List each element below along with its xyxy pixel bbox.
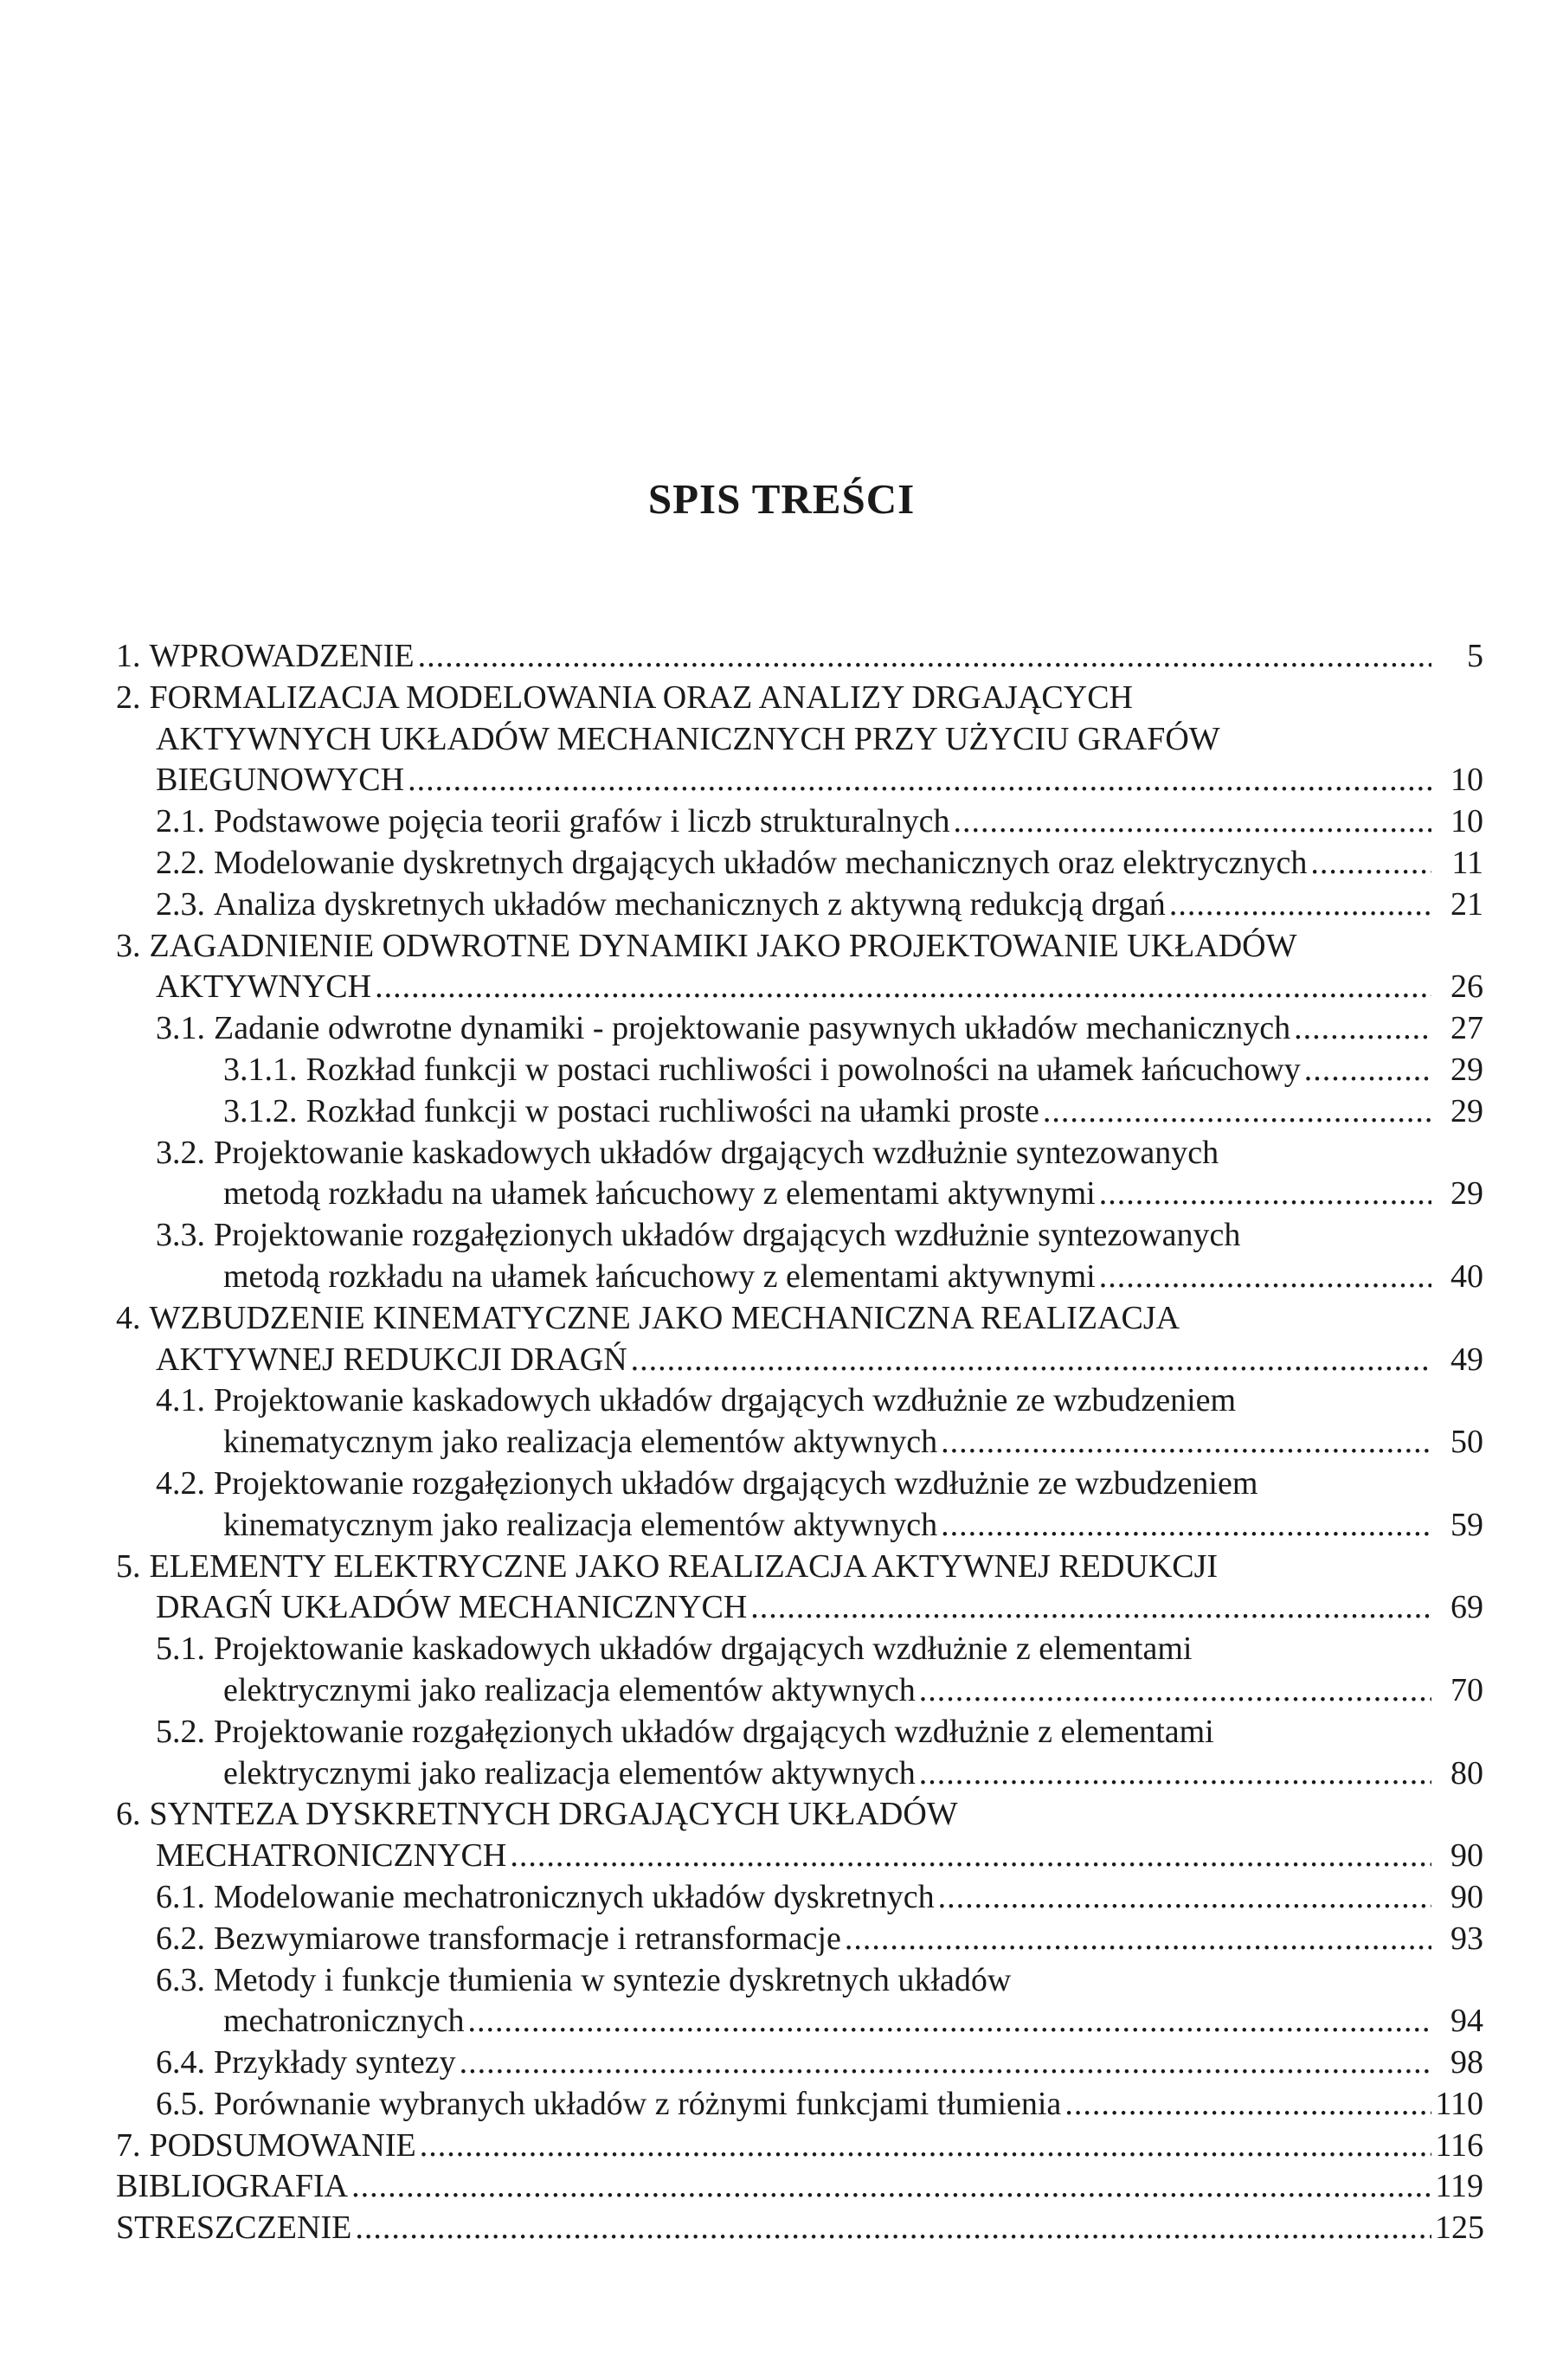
toc-entry-title: Metody i funkcje tłumienia w syntezie dyskretnych układów <box>214 1961 1012 1998</box>
toc-entry[interactable] <box>116 1547 1483 1630</box>
toc-entry-title: mechatronicznych <box>223 2003 465 2040</box>
toc-page-number: 29 <box>1450 1175 1483 1213</box>
toc-entry-number: 6. <box>116 1796 141 1833</box>
toc-entry-title: AKTYWNYCH UKŁADÓW MECHANICZNYCH PRZY UŻYCIU GRAFÓW <box>156 720 1220 757</box>
toc-entry-number: 4.2. <box>156 1464 205 1502</box>
toc-entry-number: 2. <box>116 679 141 716</box>
toc-entry[interactable] <box>116 1215 1483 1298</box>
toc-entry-title: Projektowanie kaskadowych układów drgających wzdłużnie ze wzbudzeniem <box>214 1382 1237 1419</box>
toc-entry-number: 6.1. <box>156 1878 205 1915</box>
toc-entry[interactable] <box>116 1298 1483 1381</box>
toc-entry[interactable] <box>116 801 1483 843</box>
toc-page-number: 49 <box>1450 1341 1483 1378</box>
toc-entry[interactable] <box>116 884 1483 926</box>
toc-entry-number: 6.2. <box>156 1920 205 1957</box>
toc-entry[interactable] <box>116 1960 1483 2043</box>
dot-leader <box>1099 1257 1431 1298</box>
toc-entry-title: Analiza dyskretnych układów mechanicznych z aktywną redukcją drgań <box>214 885 1166 923</box>
toc-page-number: 119 <box>1435 2168 1483 2205</box>
toc-entry-number: 5. <box>116 1547 141 1585</box>
toc-page-number: 110 <box>1435 2085 1483 2122</box>
toc-entry-number: 3.1.1. <box>223 1051 298 1088</box>
toc-page-number: 21 <box>1450 885 1483 923</box>
toc-entry-number: 4.1. <box>156 1382 205 1419</box>
toc-entry-title: Porównanie wybranych układów z różnymi funkcjami tłumienia <box>214 2085 1062 2122</box>
toc-entry-number: 3. <box>116 927 141 964</box>
toc-entry[interactable] <box>116 1919 1483 1960</box>
toc-entry[interactable] <box>116 1380 1483 1463</box>
toc-entry-number: 5.2. <box>156 1713 205 1750</box>
toc-entry-title: Projektowanie kaskadowych układów drgających wzdłużnie syntezowanych <box>214 1134 1219 1171</box>
dot-leader <box>1169 884 1431 926</box>
toc-entry[interactable] <box>116 2126 1483 2167</box>
toc-entry-title: WPROWADZENIE <box>149 638 415 674</box>
toc-page-number: 27 <box>1450 1010 1483 1047</box>
toc-entry-title: Projektowanie kaskadowych układów drgających wzdłużnie z elementami <box>214 1631 1193 1668</box>
toc-entry-title: elektrycznymi jako realizacja elementów aktywnych <box>223 1754 916 1791</box>
toc-entry-title: Bezwymiarowe transformacje i retransformacje <box>214 1920 841 1957</box>
toc-page-number: 59 <box>1450 1506 1483 1543</box>
toc-entry-title: Modelowanie dyskretnych drgających układów mechanicznych oraz elektrycznych <box>214 844 1308 881</box>
toc-page-number: 29 <box>1450 1092 1483 1129</box>
toc-entry-title: Rozkład funkcji w postaci ruchliwości na ułamki proste <box>306 1092 1039 1129</box>
dot-leader <box>1065 2084 1431 2126</box>
toc-entry-title: FORMALIZACJA MODELOWANIA ORAZ ANALIZY DRGAJĄCYCH <box>149 679 1133 716</box>
dot-leader <box>1043 1091 1431 1133</box>
toc-page-number: 50 <box>1450 1424 1483 1461</box>
toc-entry-title: Zadanie odwrotne dynamiki - projektowanie pasywnych układów mechanicznych <box>214 1010 1291 1047</box>
toc-page-number: 10 <box>1450 762 1483 799</box>
toc-entry-title: Przykłady syntezy <box>214 2044 456 2081</box>
toc-page-number: 90 <box>1450 1837 1483 1875</box>
toc-entry-number: 2.2. <box>156 844 205 881</box>
toc-entry-number: 3.3. <box>156 1217 205 1254</box>
toc-entry[interactable] <box>116 843 1483 884</box>
toc-entry-title: elektrycznymi jako realizacja elementów aktywnych <box>223 1671 916 1708</box>
toc-entry-number: 4. <box>116 1299 141 1336</box>
toc-entry[interactable] <box>116 2166 1483 2208</box>
dot-leader <box>941 1505 1431 1547</box>
toc-entry-number: 6.3. <box>156 1961 205 1998</box>
toc-entry-title: SYNTEZA DYSKRETNYCH DRGAJĄCYCH UKŁADÓW <box>149 1796 958 1833</box>
toc-entry[interactable] <box>116 2208 1483 2249</box>
toc-entry-number: 7. <box>116 2126 141 2164</box>
toc-entry[interactable] <box>116 1629 1483 1712</box>
toc-entry[interactable] <box>116 678 1483 801</box>
toc-entry-title: Rozkład funkcji w postaci ruchliwości i powolności na ułamek łańcuchowy <box>306 1051 1301 1088</box>
toc-entry-title: PODSUMOWANIE <box>149 2126 416 2164</box>
toc-entry-number: 6.4. <box>156 2044 205 2081</box>
toc-entry-title: metodą rozkładu na ułamek łańcuchowy z elementami aktywnymi <box>223 1175 1096 1213</box>
toc-entry[interactable] <box>116 926 1483 1009</box>
dot-leader <box>631 1340 1431 1381</box>
dot-leader <box>375 967 1431 1008</box>
toc-entry-title: WZBUDZENIE KINEMATYCZNE JAKO MECHANICZNA REALIZACJA <box>149 1299 1180 1336</box>
toc-entry-number: 2.1. <box>156 803 205 840</box>
toc-entry-title: ELEMENTY ELEKTRYCZNE JAKO REALIZACJA AKTYWNEJ REDUKCJI <box>149 1547 1219 1585</box>
toc-entry-title: Podstawowe pojęcia teorii grafów i liczb strukturalnych <box>214 803 950 840</box>
dot-leader <box>510 1836 1431 1877</box>
dot-leader <box>1304 1050 1431 1091</box>
toc-entry[interactable] <box>116 2084 1483 2126</box>
toc-page-number: 125 <box>1435 2210 1484 2247</box>
toc-entry[interactable] <box>116 1008 1483 1050</box>
dot-leader <box>408 760 1431 801</box>
toc-page-number: 90 <box>1450 1878 1483 1915</box>
toc-entry-title: BIBLIOGRAFIA <box>116 2168 349 2205</box>
toc-entry[interactable] <box>116 1133 1483 1216</box>
dot-leader <box>941 1422 1431 1463</box>
toc-page-number: 98 <box>1450 2044 1483 2081</box>
toc-entry-number: 5.1. <box>156 1631 205 1668</box>
toc-page-number: 116 <box>1435 2126 1483 2164</box>
toc-page-number: 29 <box>1450 1051 1483 1088</box>
toc-page-number: 11 <box>1451 844 1483 881</box>
toc-entry-number: 3.1.2. <box>223 1092 298 1129</box>
dot-leader <box>750 1587 1431 1629</box>
toc-entry-title: AKTYWNYCH <box>156 968 372 1006</box>
toc-entry[interactable] <box>116 1091 1483 1133</box>
toc-page-number: 40 <box>1450 1258 1483 1295</box>
toc-entry-title: DRAGŃ UKŁADÓW MECHANICZNYCH <box>156 1589 748 1626</box>
toc-entry-title: Modelowanie mechatronicznych układów dyskretnych <box>214 1878 935 1915</box>
dot-leader <box>954 801 1431 843</box>
toc-page-number: 10 <box>1450 803 1483 840</box>
toc-entry[interactable] <box>116 1877 1483 1919</box>
toc-entry-number: 2.3. <box>156 885 205 923</box>
dot-leader <box>938 1877 1431 1919</box>
toc-entry-title: metodą rozkładu na ułamek łańcuchowy z elementami aktywnymi <box>223 1258 1096 1295</box>
toc-entry[interactable] <box>116 2042 1483 2084</box>
toc-page-number: 5 <box>1467 638 1483 674</box>
toc-entry-title: Projektowanie rozgałęzionych układów drgających wzdłużnie syntezowanych <box>214 1217 1241 1254</box>
dot-leader <box>1294 1008 1431 1050</box>
toc-page-number: 69 <box>1450 1589 1483 1626</box>
toc-entry[interactable] <box>116 636 1483 678</box>
toc-page-number: 70 <box>1450 1671 1483 1708</box>
toc-page-number: 26 <box>1450 968 1483 1006</box>
toc-entry-title: kinematycznym jako realizacja elementów aktywnych <box>223 1506 938 1543</box>
page-title: SPIS TREŚCI <box>647 475 916 523</box>
dot-leader <box>460 2042 1431 2084</box>
dot-leader <box>919 1753 1431 1795</box>
toc-entry-title: Projektowanie rozgałęzionych układów drgających wzdłużnie ze wzbudzeniem <box>214 1464 1258 1502</box>
dot-leader <box>919 1670 1431 1712</box>
toc-entry-title: BIEGUNOWYCH <box>156 762 405 799</box>
dot-leader <box>355 2208 1431 2249</box>
toc-entry-title: MECHATRONICZNYCH <box>156 1837 507 1875</box>
dot-leader <box>468 2001 1431 2042</box>
dot-leader <box>1099 1174 1431 1215</box>
toc-entry[interactable] <box>116 1463 1483 1547</box>
dot-leader <box>1310 843 1431 884</box>
toc-entry-title: AKTYWNEJ REDUKCJI DRAGŃ <box>156 1341 627 1378</box>
toc-entry-number: 3.2. <box>156 1134 205 1171</box>
dot-leader <box>845 1919 1431 1960</box>
dot-leader <box>418 636 1431 678</box>
toc-page-number: 80 <box>1450 1754 1483 1791</box>
toc-page-number: 94 <box>1450 2003 1483 2040</box>
toc-entry[interactable] <box>116 1050 1483 1091</box>
toc-entry-title: Projektowanie rozgałęzionych układów drgających wzdłużnie z elementami <box>214 1713 1214 1750</box>
toc-entry[interactable] <box>116 1712 1483 1795</box>
table-of-contents <box>116 636 1483 2249</box>
dot-leader <box>351 2166 1431 2208</box>
toc-entry-number: 1. <box>116 638 141 674</box>
toc-page-number: 93 <box>1450 1920 1483 1957</box>
toc-entry[interactable] <box>116 1794 1483 1877</box>
dot-leader <box>420 2126 1431 2167</box>
toc-entry-number: 3.1. <box>156 1010 205 1047</box>
toc-entry-title: kinematycznym jako realizacja elementów aktywnych <box>223 1424 938 1461</box>
toc-entry-number: 6.5. <box>156 2085 205 2122</box>
toc-entry-title: STRESZCZENIE <box>116 2210 352 2247</box>
toc-entry-title: ZAGADNIENIE ODWROTNE DYNAMIKI JAKO PROJEKTOWANIE UKŁADÓW <box>149 927 1297 964</box>
